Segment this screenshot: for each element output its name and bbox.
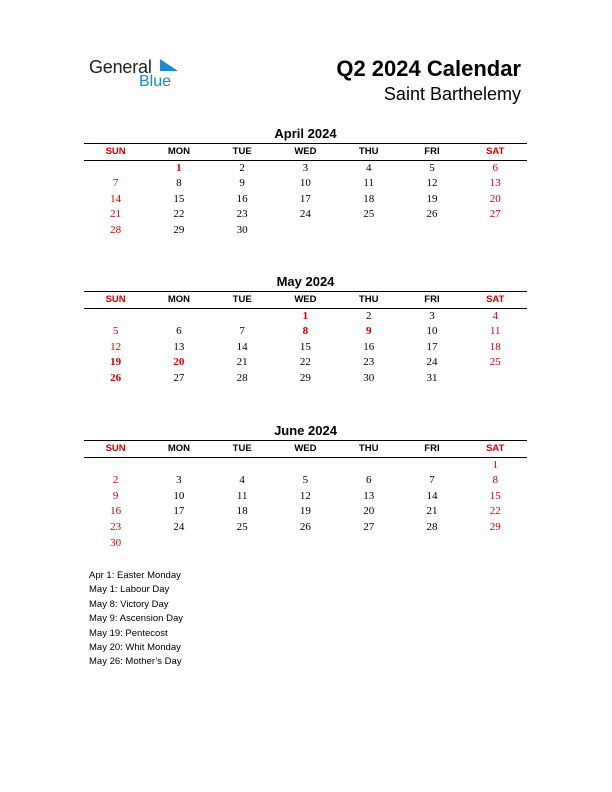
day-cell: 26 <box>426 208 438 221</box>
page-subtitle: Saint Barthelemy <box>383 84 521 104</box>
holiday-list <box>89 569 183 670</box>
day-cell <box>337 536 400 552</box>
weekday-thu: THU <box>358 146 379 157</box>
day-cell: 6 <box>365 474 372 487</box>
day-cell: 10 <box>426 325 438 338</box>
month-april <box>84 125 527 239</box>
day-cell: 2 <box>239 161 245 174</box>
day-cell: 26 <box>299 520 311 533</box>
week-row <box>84 458 527 474</box>
weekday-sun: SUN <box>105 443 126 454</box>
day-cell: 30 <box>110 536 122 549</box>
day-cell: 16 <box>110 505 122 518</box>
day-cell: 5 <box>112 325 119 338</box>
weekday-sun: SUN <box>105 294 126 305</box>
week-row <box>84 192 527 208</box>
week-row <box>84 536 527 552</box>
weekday-sat: SAT <box>486 294 505 305</box>
week-row <box>84 489 527 505</box>
day-cell: 14 <box>426 489 438 502</box>
day-cell <box>84 309 147 325</box>
day-cell: 10 <box>299 177 311 190</box>
weekday-wed: WED <box>294 146 317 157</box>
day-cell: 24 <box>299 208 311 221</box>
day-cell: 26 <box>110 371 122 384</box>
day-cell: 9 <box>365 325 372 338</box>
day-cell <box>84 161 147 177</box>
day-cell: 19 <box>299 505 311 518</box>
day-cell: 18 <box>363 192 375 205</box>
day-cell: 30 <box>236 223 248 236</box>
day-cell: 9 <box>112 489 119 502</box>
day-cell: 29 <box>173 223 185 236</box>
day-cell: 13 <box>173 340 185 353</box>
day-cell: 11 <box>363 177 374 190</box>
day-cell: 21 <box>236 356 248 369</box>
day-cell: 11 <box>236 489 248 502</box>
day-cell: 28 <box>110 223 122 236</box>
week-row <box>84 355 527 371</box>
day-cell: 9 <box>239 177 245 190</box>
day-cell <box>147 536 210 552</box>
day-cell: 2 <box>112 474 119 487</box>
logo-flag-icon <box>160 59 178 71</box>
day-cell <box>464 371 527 387</box>
day-cell: 17 <box>426 340 438 353</box>
week-row <box>84 223 527 239</box>
day-cell: 23 <box>363 356 375 369</box>
day-cell: 24 <box>173 520 185 533</box>
day-cell: 3 <box>176 474 182 487</box>
day-cell: 22 <box>489 505 501 518</box>
day-cell: 7 <box>112 177 119 190</box>
day-cell: 12 <box>426 177 438 190</box>
day-cell: 20 <box>173 356 185 369</box>
holiday-item: May 20: Whit Monday <box>89 642 181 654</box>
day-cell: 8 <box>302 325 309 338</box>
month-title: June 2024 <box>274 423 337 438</box>
holiday-item: Apr 1: Easter Monday <box>89 570 181 581</box>
day-cell: 29 <box>299 371 311 384</box>
day-cell: 7 <box>429 474 435 487</box>
month-may <box>84 273 527 387</box>
week-row <box>84 371 527 387</box>
day-cell: 19 <box>426 192 438 205</box>
day-cell: 20 <box>363 505 375 518</box>
day-cell: 18 <box>236 505 248 518</box>
day-cell <box>400 223 463 239</box>
day-cell <box>274 458 337 474</box>
day-cell: 1 <box>492 458 498 471</box>
holiday-item: May 26: Mother’s Day <box>89 656 182 668</box>
week-row <box>84 309 527 325</box>
day-cell: 1 <box>176 161 182 174</box>
week-row <box>84 340 527 356</box>
day-cell: 17 <box>173 505 185 518</box>
day-cell: 27 <box>173 371 185 384</box>
day-cell: 6 <box>176 325 182 338</box>
day-cell: 25 <box>489 356 501 369</box>
weekday-wed: WED <box>294 443 317 454</box>
holiday-item: May 9: Ascension Day <box>89 613 183 625</box>
day-cell <box>400 536 463 552</box>
week-row <box>84 473 527 489</box>
day-cell: 30 <box>363 371 375 384</box>
day-cell: 22 <box>299 356 311 369</box>
day-cell: 16 <box>363 340 375 353</box>
weekday-tue: TUE <box>232 146 252 157</box>
weekday-fri: FRI <box>424 294 440 305</box>
holiday-item: May 1: Labour Day <box>89 584 170 596</box>
day-cell: 13 <box>363 489 375 502</box>
day-cell: 15 <box>489 489 501 502</box>
day-cell: 3 <box>429 309 435 322</box>
day-cell: 23 <box>110 520 122 533</box>
day-cell: 18 <box>489 340 501 353</box>
month-june <box>84 422 527 551</box>
day-cell: 1 <box>302 309 309 322</box>
weekday-thu: THU <box>358 294 379 305</box>
week-row <box>84 176 527 192</box>
day-cell: 5 <box>429 161 435 174</box>
day-cell: 25 <box>363 208 375 221</box>
day-cell: 6 <box>492 161 498 174</box>
weekday-tue: TUE <box>232 294 252 305</box>
week-row <box>84 161 527 177</box>
weekday-wed: WED <box>294 294 317 305</box>
day-cell: 4 <box>365 161 372 174</box>
day-cell: 20 <box>489 192 501 205</box>
day-cell: 14 <box>110 192 122 205</box>
day-cell: 28 <box>426 520 438 533</box>
logo-text-general: General <box>89 57 152 77</box>
day-cell: 4 <box>239 474 245 487</box>
day-cell: 10 <box>173 489 185 502</box>
day-cell: 28 <box>236 371 248 384</box>
week-row <box>84 504 527 520</box>
holiday-item: May 8: Victory Day <box>89 598 169 610</box>
week-row <box>84 324 527 340</box>
day-cell: 7 <box>239 325 245 338</box>
day-cell: 11 <box>489 325 501 338</box>
day-cell <box>147 458 210 474</box>
day-cell: 31 <box>426 371 438 384</box>
day-cell: 29 <box>489 520 501 533</box>
day-cell: 13 <box>489 177 501 190</box>
holiday-item: May 19: Pentecost <box>89 627 168 639</box>
weekday-mon: MON <box>167 146 190 157</box>
day-cell: 2 <box>365 309 372 322</box>
day-cell <box>147 309 210 325</box>
day-cell: 12 <box>299 489 311 502</box>
weekday-sat: SAT <box>486 443 505 454</box>
day-cell: 5 <box>302 474 309 487</box>
day-cell: 23 <box>236 208 248 221</box>
day-cell: 4 <box>492 309 498 322</box>
day-cell: 14 <box>236 340 248 353</box>
day-cell: 22 <box>173 208 185 221</box>
day-cell: 21 <box>110 208 122 221</box>
day-cell: 16 <box>236 192 248 205</box>
week-row <box>84 520 527 536</box>
day-cell <box>400 458 463 474</box>
weekday-header-row <box>84 292 527 308</box>
day-cell: 15 <box>173 192 185 205</box>
day-cell: 8 <box>176 177 182 190</box>
day-cell: 19 <box>110 356 122 369</box>
day-cell: 17 <box>299 192 311 205</box>
day-cell <box>211 309 274 325</box>
weekday-mon: MON <box>167 443 190 454</box>
logo-text-blue: Blue <box>139 73 172 90</box>
month-title: May 2024 <box>276 274 335 289</box>
weekday-mon: MON <box>167 294 190 305</box>
day-cell: 21 <box>426 505 438 518</box>
page-title: Q2 2024 Calendar <box>336 56 521 81</box>
day-cell: 15 <box>299 340 311 353</box>
day-cell <box>211 458 274 474</box>
day-cell: 25 <box>236 520 248 533</box>
day-cell: 3 <box>302 161 309 174</box>
weekday-sat: SAT <box>486 146 505 157</box>
day-cell <box>211 536 274 552</box>
day-cell: 27 <box>363 520 375 533</box>
day-cell: 24 <box>426 356 438 369</box>
weekday-fri: FRI <box>424 443 440 454</box>
weekday-thu: THU <box>358 443 379 454</box>
day-cell <box>464 536 527 552</box>
day-cell: 27 <box>489 208 501 221</box>
weekday-sun: SUN <box>105 146 126 157</box>
weekday-header-row <box>84 144 527 160</box>
day-cell <box>274 536 337 552</box>
week-row <box>84 207 527 223</box>
day-cell <box>337 223 400 239</box>
day-cell <box>464 223 527 239</box>
day-cell <box>337 458 400 474</box>
day-cell <box>274 223 337 239</box>
day-cell: 8 <box>492 474 498 487</box>
generalblue-logo <box>89 57 189 93</box>
day-cell: 12 <box>110 340 122 353</box>
weekday-header-row <box>84 441 527 457</box>
month-title: April 2024 <box>274 126 337 141</box>
weekday-fri: FRI <box>424 146 440 157</box>
weekday-tue: TUE <box>232 443 252 454</box>
day-cell <box>84 458 147 474</box>
